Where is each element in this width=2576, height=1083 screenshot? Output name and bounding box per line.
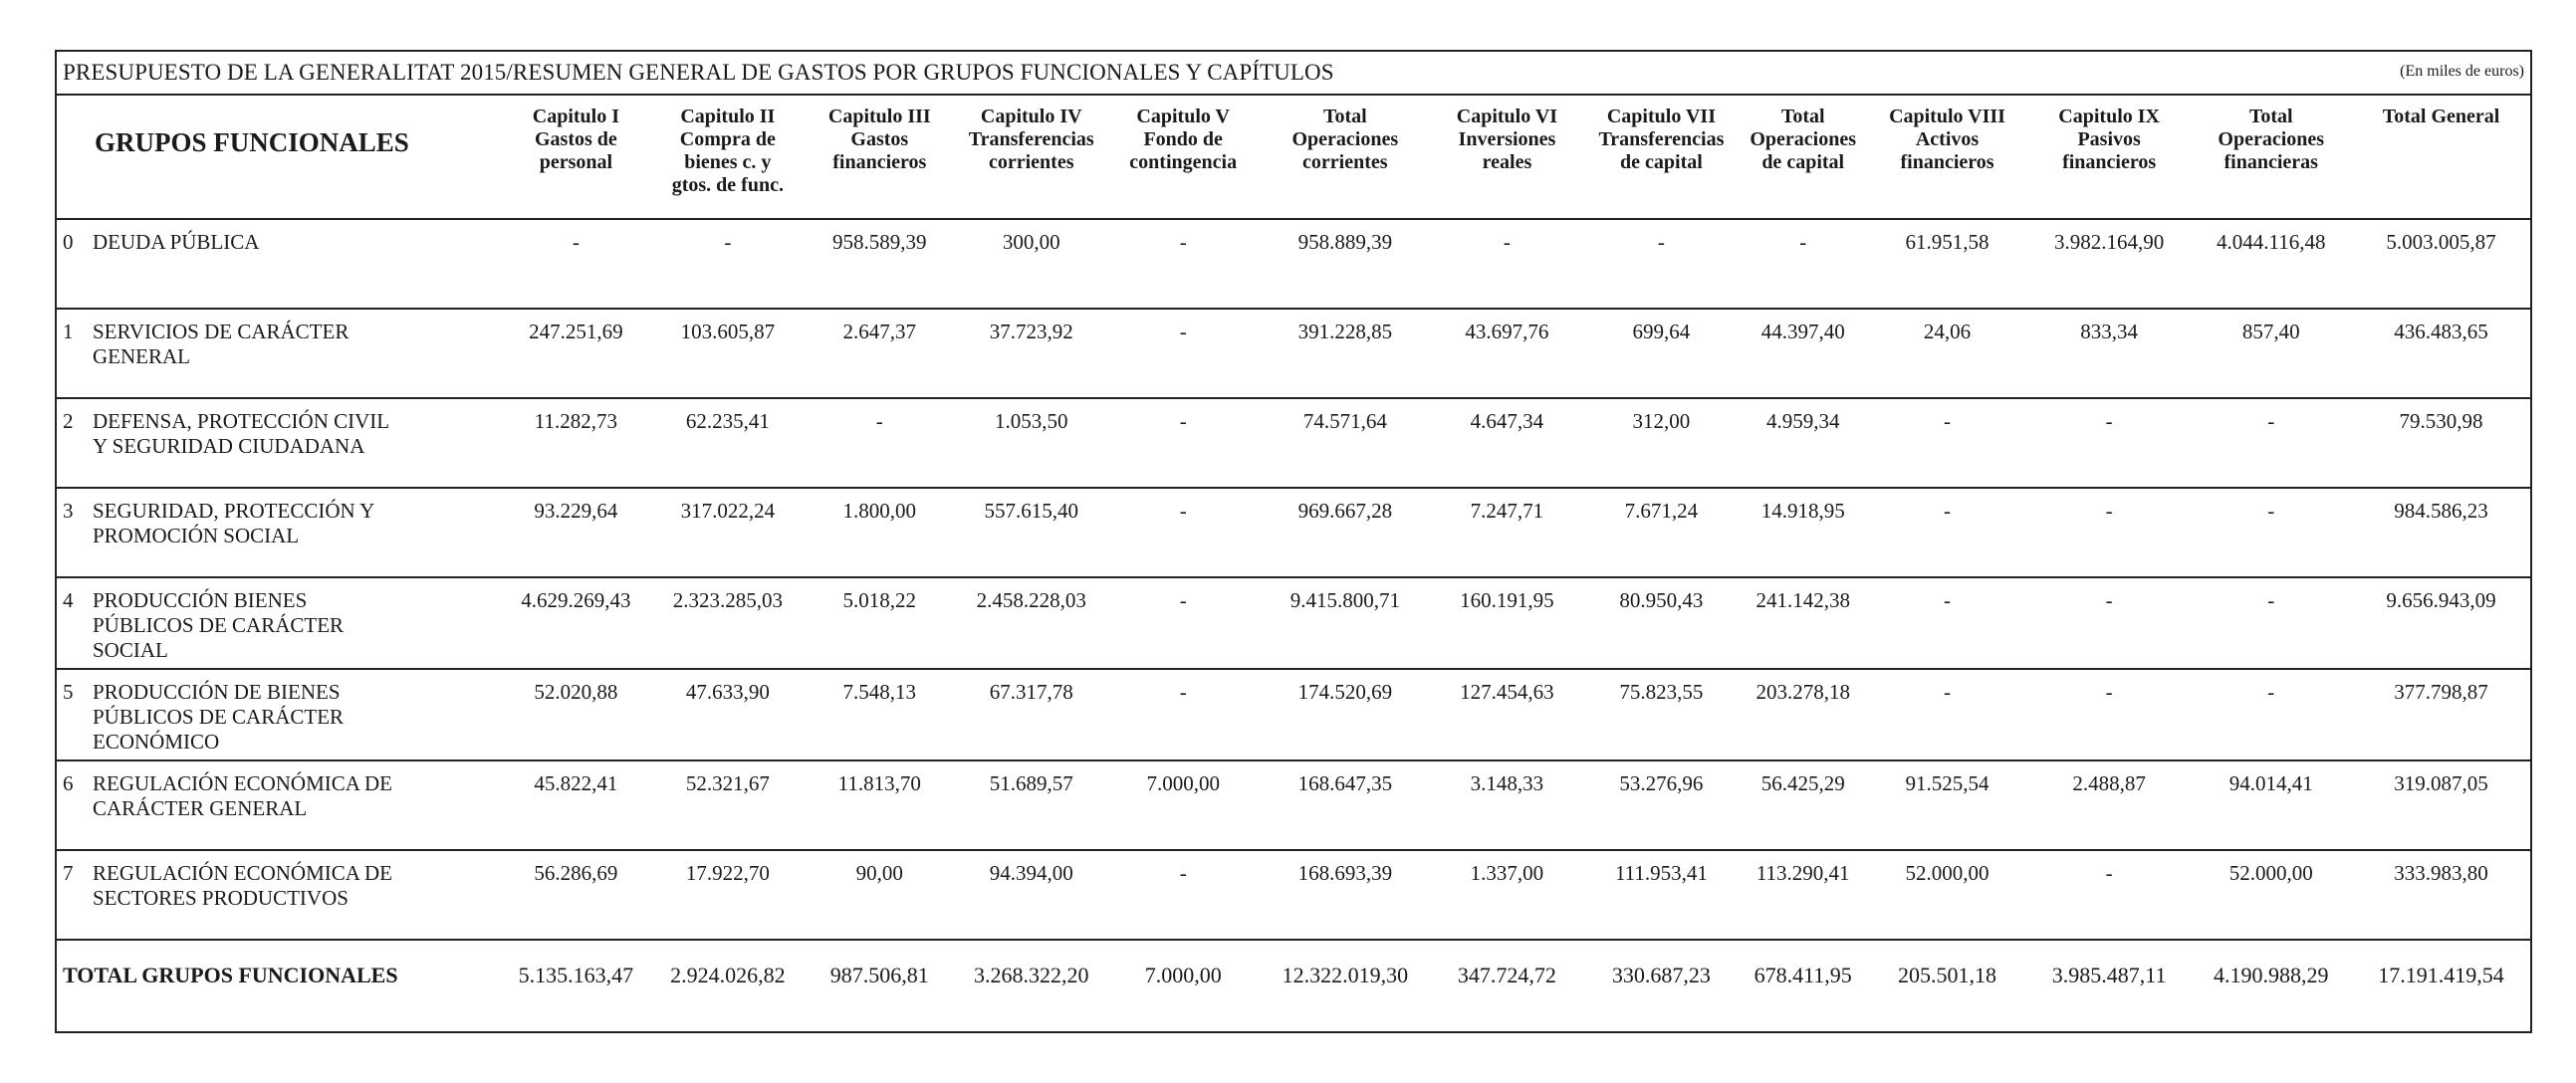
table-row-7 (57, 850, 2530, 940)
value-cell: 1.053,50 (956, 398, 1107, 488)
header-line: Operaciones (1750, 128, 1857, 150)
group-code: 4 (63, 588, 74, 612)
total-value-cell: 3.985.487,11 (2051, 963, 2167, 987)
value-cell: 24,06 (1866, 309, 2028, 398)
total-value-cell: 12.322.019,30 (1282, 963, 1409, 987)
value-cell: 74.571,64 (1259, 398, 1431, 488)
value-cell: 67.317,78 (956, 669, 1107, 760)
group-name-line: SEGURIDAD, PROTECCIÓN Y (93, 499, 375, 523)
value-cell: 436.483,65 (2352, 309, 2530, 398)
value-cell: 312,00 (1583, 398, 1741, 488)
total-value-cell: 347.724,72 (1457, 963, 1556, 987)
group-name-line: GENERAL (93, 344, 190, 368)
value-cell: 557.615,40 (956, 488, 1107, 577)
value-cell: 174.520,69 (1259, 669, 1431, 760)
value-cell: 168.647,35 (1259, 760, 1431, 850)
header-line: personal (539, 151, 613, 173)
value-cell: - (1583, 219, 1741, 309)
column-header-total-capital (1740, 96, 1866, 219)
group-code: 0 (63, 230, 74, 254)
total-value-cell: 205.501,18 (1898, 963, 1997, 987)
column-header-total-financieras (2190, 96, 2352, 219)
units-note: (En miles de euros) (2400, 63, 2524, 80)
header-line: Capitulo IV (980, 106, 1082, 127)
value-cell: 14.918,95 (1740, 488, 1866, 577)
value-cell: 7.000,00 (1107, 760, 1259, 850)
value-cell: - (1107, 577, 1259, 669)
value-cell: 56.286,69 (500, 850, 651, 940)
group-name-line: SECTORES PRODUCTIVOS (93, 886, 349, 910)
table-body (57, 219, 2530, 1029)
value-cell: 51.689,57 (956, 760, 1107, 850)
value-cell: 241.142,38 (1740, 577, 1866, 669)
group-name-line: PÚBLICOS DE CARÁCTER (93, 613, 345, 637)
value-cell: 17.922,70 (652, 850, 804, 940)
header-line: Total (2248, 106, 2293, 127)
total-value-cell: 678.411,95 (1754, 963, 1852, 987)
value-cell: - (1431, 219, 1582, 309)
budget-sheet (55, 50, 2532, 1033)
header-line: Capitulo VI (1456, 106, 1558, 127)
header-line: Transferencias (968, 128, 1094, 150)
value-cell: - (2028, 850, 2191, 940)
column-header-cap8 (1866, 96, 2028, 219)
header-line: financieros (1900, 151, 1994, 173)
page-title: PRESUPUESTO DE LA GENERALITAT 2015/RESUMEN GENERAL DE GASTOS POR GRUPOS FUNCIONALES Y CAPÍTULOS (63, 60, 1334, 85)
value-cell: 127.454,63 (1431, 669, 1582, 760)
value-cell: 11.282,73 (500, 398, 651, 488)
group-name-line: REGULACIÓN ECONÓMICA DE (93, 861, 392, 885)
group-name (93, 771, 451, 821)
value-cell: 4.044.116,48 (2190, 219, 2352, 309)
value-cell: 377.798,87 (2352, 669, 2530, 760)
group-label-cell (57, 309, 500, 398)
group-name-line: DEFENSA, PROTECCIÓN CIVIL (93, 409, 390, 433)
header-line: Compra de (679, 128, 776, 150)
value-cell: - (1866, 669, 2028, 760)
value-cell: - (1740, 219, 1866, 309)
group-name-line: Y SEGURIDAD CIUDADANA (93, 434, 365, 458)
header-line: Operaciones (1291, 128, 1399, 150)
value-cell: 247.251,69 (500, 309, 651, 398)
table-row-4 (57, 577, 2530, 669)
value-cell: 857,40 (2190, 309, 2352, 398)
value-cell: 44.397,40 (1740, 309, 1866, 398)
table-row-5 (57, 669, 2530, 760)
group-label-cell (57, 669, 500, 760)
header-line: Total (1780, 106, 1825, 127)
table-row-3 (57, 488, 2530, 577)
group-label-cell (57, 398, 500, 488)
value-cell: 91.525,54 (1866, 760, 2028, 850)
header-line: Total (1322, 106, 1367, 127)
value-cell: - (2190, 577, 2352, 669)
header-line: de capital (1761, 151, 1845, 173)
group-name (93, 680, 451, 755)
column-header-cap4 (956, 96, 1107, 219)
budget-table (57, 96, 2530, 1029)
group-name-line: PÚBLICOS DE CARÁCTER (93, 705, 345, 729)
value-cell: 317.022,24 (652, 488, 804, 577)
column-header-group: GRUPOS FUNCIONALES (57, 96, 500, 219)
value-cell: - (2190, 488, 2352, 577)
group-code: 7 (63, 861, 74, 885)
value-cell: 1.800,00 (804, 488, 955, 577)
value-cell: 53.276,96 (1583, 760, 1741, 850)
header-line: Pasivos (2077, 128, 2141, 150)
group-code: 6 (63, 771, 74, 795)
column-header-cap7 (1583, 96, 1741, 219)
value-cell: 94.394,00 (956, 850, 1107, 940)
header-line: Capitulo IX (2058, 106, 2160, 127)
value-cell: - (2190, 669, 2352, 760)
value-cell: 113.290,41 (1740, 850, 1866, 940)
total-value-cell: 3.268.322,20 (973, 963, 1089, 987)
value-cell: 45.822,41 (500, 760, 651, 850)
table-row-6 (57, 760, 2530, 850)
value-cell: - (1107, 488, 1259, 577)
column-header-cap3 (804, 96, 955, 219)
value-cell: 62.235,41 (652, 398, 804, 488)
group-name (93, 861, 451, 911)
group-label-cell (57, 219, 500, 309)
table-row-1 (57, 309, 2530, 398)
group-name-line: CARÁCTER GENERAL (93, 796, 308, 820)
table-row-2 (57, 398, 2530, 488)
value-cell: - (1866, 577, 2028, 669)
group-name (93, 409, 451, 459)
total-value-cell: 5.135.163,47 (518, 963, 634, 987)
value-cell: 1.337,00 (1431, 850, 1582, 940)
group-label-cell (57, 850, 500, 940)
value-cell: - (1107, 850, 1259, 940)
column-header-cap5 (1107, 96, 1259, 219)
header-line: Transferencias (1598, 128, 1725, 150)
value-cell: 4.959,34 (1740, 398, 1866, 488)
title-bar (57, 52, 2530, 96)
header-line: financieros (2062, 151, 2157, 173)
header-line: financieras (2224, 151, 2318, 173)
value-cell: - (2028, 398, 2191, 488)
value-cell: - (1866, 488, 2028, 577)
value-cell: - (804, 398, 955, 488)
value-cell: 2.323.285,03 (652, 577, 804, 669)
header-line: Capitulo VIII (1889, 106, 2005, 127)
value-cell: 969.667,28 (1259, 488, 1431, 577)
group-label-cell (57, 760, 500, 850)
value-cell: 699,64 (1583, 309, 1741, 398)
header-line: Gastos (850, 128, 909, 150)
value-cell: 43.697,76 (1431, 309, 1582, 398)
value-cell: 93.229,64 (500, 488, 651, 577)
value-cell: 203.278,18 (1740, 669, 1866, 760)
group-name (93, 230, 451, 255)
header-line: Operaciones (2218, 128, 2325, 150)
group-code: 5 (63, 680, 74, 704)
value-cell: - (2028, 669, 2191, 760)
value-cell: 80.950,43 (1583, 577, 1741, 669)
value-cell: - (1107, 669, 1259, 760)
header-line: de capital (1620, 151, 1703, 173)
header-line: Total General (2382, 106, 2500, 127)
value-cell: 168.693,39 (1259, 850, 1431, 940)
value-cell: 7.247,71 (1431, 488, 1582, 577)
header-line: Capitulo V (1136, 106, 1230, 127)
header-line: contingencia (1129, 151, 1238, 173)
value-cell: 958.889,39 (1259, 219, 1431, 309)
value-cell: 79.530,98 (2352, 398, 2530, 488)
value-cell: 5.003.005,87 (2352, 219, 2530, 309)
value-cell: 3.148,33 (1431, 760, 1582, 850)
header-line: Activos (1915, 128, 1980, 150)
value-cell: 7.671,24 (1583, 488, 1741, 577)
totals-label: TOTAL GRUPOS FUNCIONALES (63, 963, 398, 987)
header-line: Capitulo III (827, 106, 931, 127)
value-cell: 333.983,80 (2352, 850, 2530, 940)
header-line: Capitulo I (532, 106, 619, 127)
value-cell: 75.823,55 (1583, 669, 1741, 760)
header-line: reales (1482, 151, 1532, 173)
value-cell: 3.982.164,90 (2028, 219, 2191, 309)
value-cell: 833,34 (2028, 309, 2191, 398)
table-row-0 (57, 219, 2530, 309)
header-line: corrientes (988, 151, 1074, 173)
header-line: Capitulo VII (1606, 106, 1716, 127)
column-header-cap6 (1431, 96, 1582, 219)
value-cell: 47.633,90 (652, 669, 804, 760)
value-cell: - (1107, 398, 1259, 488)
value-cell: 4.629.269,43 (500, 577, 651, 669)
column-header-total-corrientes (1259, 96, 1431, 219)
value-cell: 319.087,05 (2352, 760, 2530, 850)
value-cell: - (500, 219, 651, 309)
value-cell: 94.014,41 (2190, 760, 2352, 850)
header-line: corrientes (1302, 151, 1388, 173)
group-name-line: PRODUCCIÓN BIENES (93, 588, 308, 612)
group-name (93, 320, 451, 369)
header-line: financieros (832, 151, 927, 173)
header-line: Fondo de (1143, 128, 1223, 150)
group-name (93, 588, 451, 663)
value-cell: 52.321,67 (652, 760, 804, 850)
group-name-line: DEUDA PÚBLICA (93, 230, 260, 254)
total-value-cell: 987.506,81 (829, 963, 929, 987)
value-cell: 52.020,88 (500, 669, 651, 760)
value-cell: 56.425,29 (1740, 760, 1866, 850)
value-cell: 391.228,85 (1259, 309, 1431, 398)
value-cell: - (1107, 219, 1259, 309)
column-header-cap9 (2028, 96, 2191, 219)
total-value-cell: 2.924.026,82 (670, 963, 786, 987)
group-code: 3 (63, 499, 74, 523)
header-line: bienes c. y (684, 151, 772, 173)
group-name-line: REGULACIÓN ECONÓMICA DE (93, 771, 392, 795)
value-cell: 61.951,58 (1866, 219, 2028, 309)
value-cell: 9.656.943,09 (2352, 577, 2530, 669)
total-value-cell: 7.000,00 (1144, 963, 1222, 987)
value-cell: 37.723,92 (956, 309, 1107, 398)
value-cell: 52.000,00 (1866, 850, 2028, 940)
column-header-cap2 (652, 96, 804, 219)
group-label-cell (57, 577, 500, 669)
value-cell: - (1866, 398, 2028, 488)
group-label-cell (57, 488, 500, 577)
group-code: 1 (63, 320, 74, 343)
value-cell: 984.586,23 (2352, 488, 2530, 577)
totals-row (57, 940, 2530, 1029)
column-header-cap1 (500, 96, 651, 219)
value-cell: 4.647,34 (1431, 398, 1582, 488)
value-cell: 52.000,00 (2190, 850, 2352, 940)
value-cell: 103.605,87 (652, 309, 804, 398)
value-cell: 7.548,13 (804, 669, 955, 760)
header-line: Gastos de (534, 128, 617, 150)
total-value-cell: 17.191.419,54 (2378, 963, 2504, 987)
group-name-line: ECONÓMICO (93, 730, 220, 754)
group-name (93, 499, 451, 548)
value-cell: - (652, 219, 804, 309)
group-name-line: PRODUCCIÓN DE BIENES (93, 680, 341, 704)
value-cell: 2.458.228,03 (956, 577, 1107, 669)
value-cell: 11.813,70 (804, 760, 955, 850)
value-cell: 958.589,39 (804, 219, 955, 309)
value-cell: 9.415.800,71 (1259, 577, 1431, 669)
header-line: gtos. de func. (671, 174, 784, 196)
value-cell: - (2028, 488, 2191, 577)
value-cell: 2.488,87 (2028, 760, 2191, 850)
group-name-line: SERVICIOS DE CARÁCTER (93, 320, 350, 343)
column-header-total-general (2352, 96, 2530, 219)
value-cell: - (2028, 577, 2191, 669)
header-line: Capitulo II (680, 106, 776, 127)
group-code: 2 (63, 409, 74, 433)
value-cell: 111.953,41 (1583, 850, 1741, 940)
value-cell: - (2190, 398, 2352, 488)
total-value-cell: 330.687,23 (1611, 963, 1711, 987)
header-row (57, 96, 2530, 219)
value-cell: 90,00 (804, 850, 955, 940)
value-cell: 160.191,95 (1431, 577, 1582, 669)
value-cell: 2.647,37 (804, 309, 955, 398)
total-value-cell: 4.190.988,29 (2213, 963, 2329, 987)
group-name-line: PROMOCIÓN SOCIAL (93, 524, 300, 547)
group-name-line: SOCIAL (93, 638, 168, 662)
header-line: Inversiones (1458, 128, 1556, 150)
value-cell: 300,00 (956, 219, 1107, 309)
value-cell: 5.018,22 (804, 577, 955, 669)
value-cell: - (1107, 309, 1259, 398)
